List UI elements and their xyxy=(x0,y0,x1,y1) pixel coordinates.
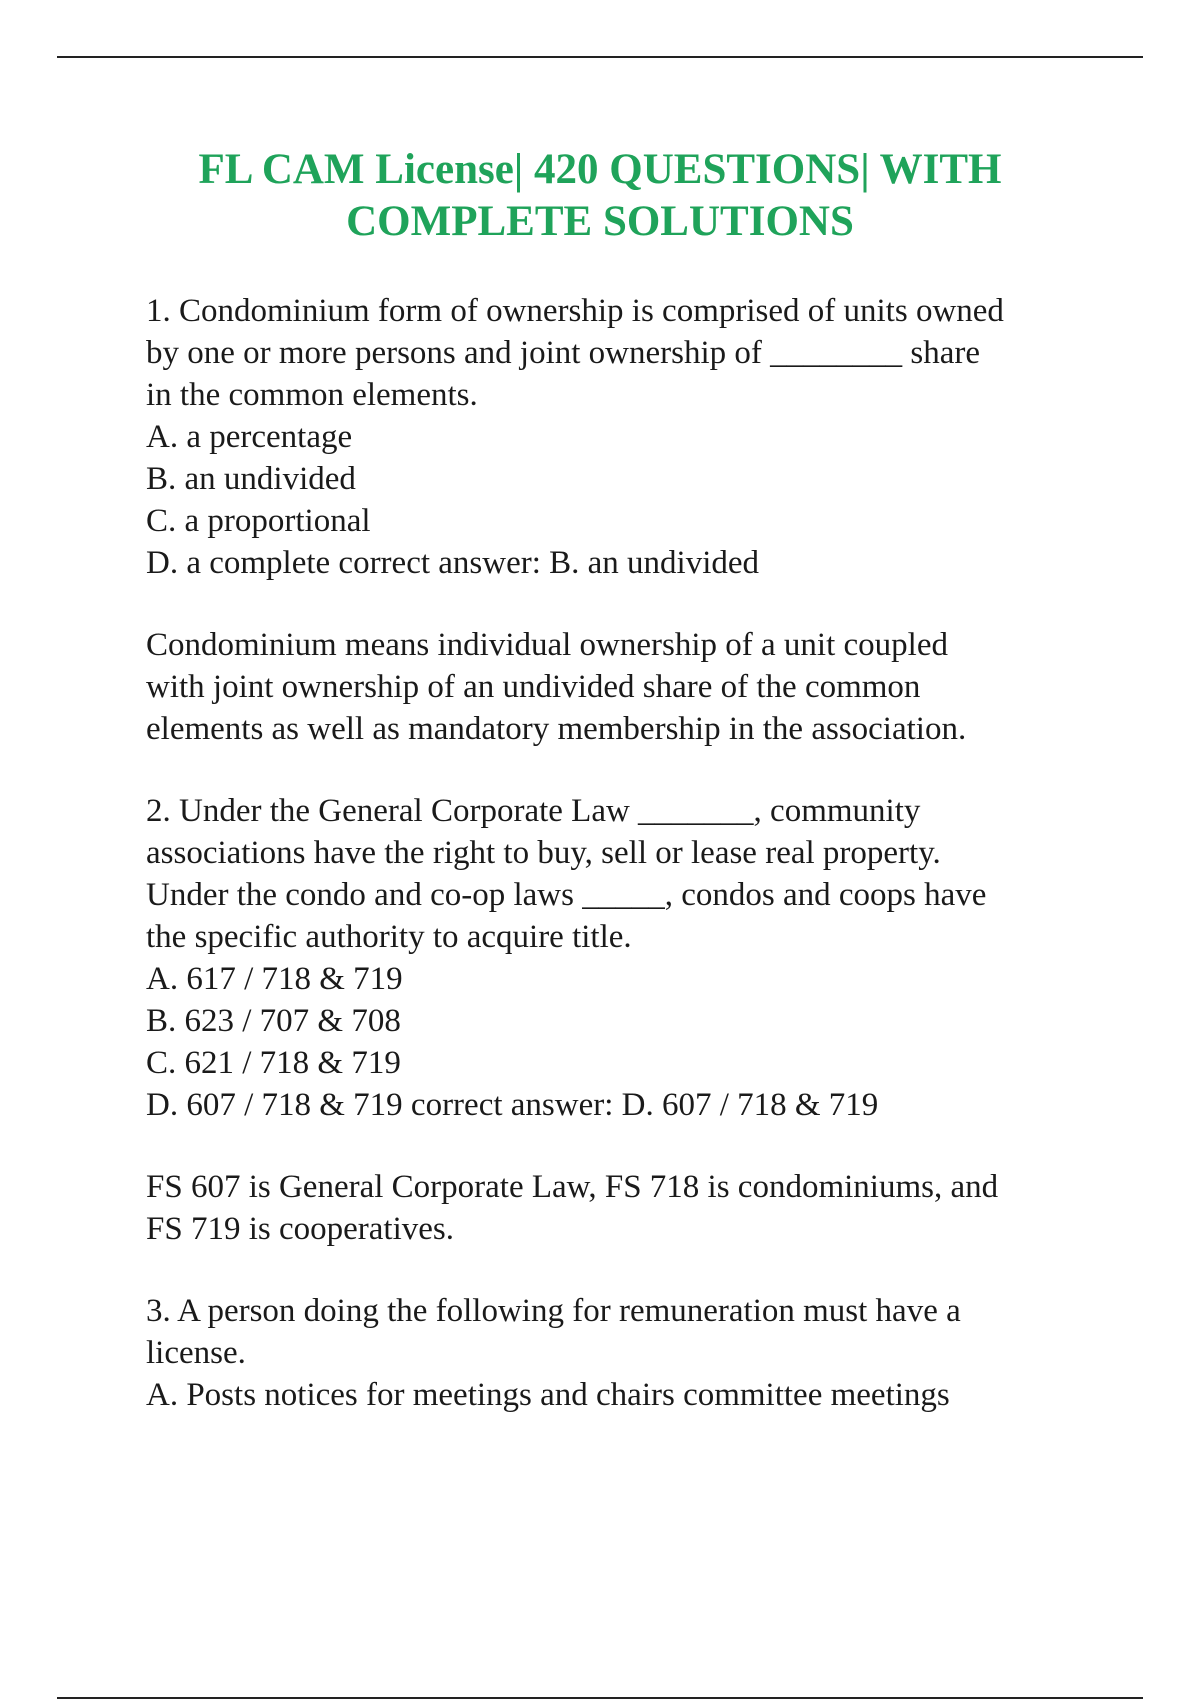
answer-option: D. 607 / 718 & 719 correct answer: D. 607 / 718 & 719 xyxy=(146,1087,879,1123)
document-body xyxy=(146,290,1106,1416)
answer-option: B. 623 / 707 & 708 xyxy=(146,1003,401,1039)
answer-option: D. a complete correct answer: B. an undivided xyxy=(146,545,760,581)
question-text: by one or more persons and joint ownership of ________ share xyxy=(146,335,981,371)
question-text: 3. A person doing the following for remuneration must have a xyxy=(146,1293,961,1329)
top-rule xyxy=(57,56,1143,58)
explanation-text: FS 607 is General Corporate Law, FS 718 is condominiums, and xyxy=(146,1169,999,1205)
question-text: the specific authority to acquire title. xyxy=(146,919,632,955)
question-text: license. xyxy=(146,1335,246,1371)
question-text: associations have the right to buy, sell or lease real property. xyxy=(146,835,941,871)
bottom-rule xyxy=(57,1697,1143,1699)
explanation-text: Condominium means individual ownership of a unit coupled xyxy=(146,627,948,663)
answer-option: A. Posts notices for meetings and chairs committee meetings xyxy=(146,1377,950,1413)
answer-option: C. a proportional xyxy=(146,503,371,539)
question-text: 1. Condominium form of ownership is comprised of units owned xyxy=(146,293,1004,329)
explanation-text: elements as well as mandatory membership in the association. xyxy=(146,711,967,747)
question-text: Under the condo and co-op laws _____, condos and coops have xyxy=(146,877,987,913)
explanation-text: with joint ownership of an undivided share of the common xyxy=(146,669,921,705)
title-line: FL CAM License| 420 QUESTIONS| WITH xyxy=(198,146,1002,193)
explanation-2 xyxy=(146,1166,1106,1250)
answer-option: C. 621 / 718 & 719 xyxy=(146,1045,401,1081)
question-3 xyxy=(146,1290,1106,1416)
document-title xyxy=(0,144,1200,248)
answer-option: B. an undivided xyxy=(146,461,356,497)
question-text: in the common elements. xyxy=(146,377,478,413)
title-line: COMPLETE SOLUTIONS xyxy=(346,198,854,245)
question-2 xyxy=(146,790,1106,1126)
explanation-1 xyxy=(146,624,1106,750)
question-text: 2. Under the General Corporate Law _______, community xyxy=(146,793,921,829)
answer-option: A. a percentage xyxy=(146,419,353,455)
explanation-text: FS 719 is cooperatives. xyxy=(146,1211,454,1247)
question-1 xyxy=(146,290,1106,584)
answer-option: A. 617 / 718 & 719 xyxy=(146,961,403,997)
